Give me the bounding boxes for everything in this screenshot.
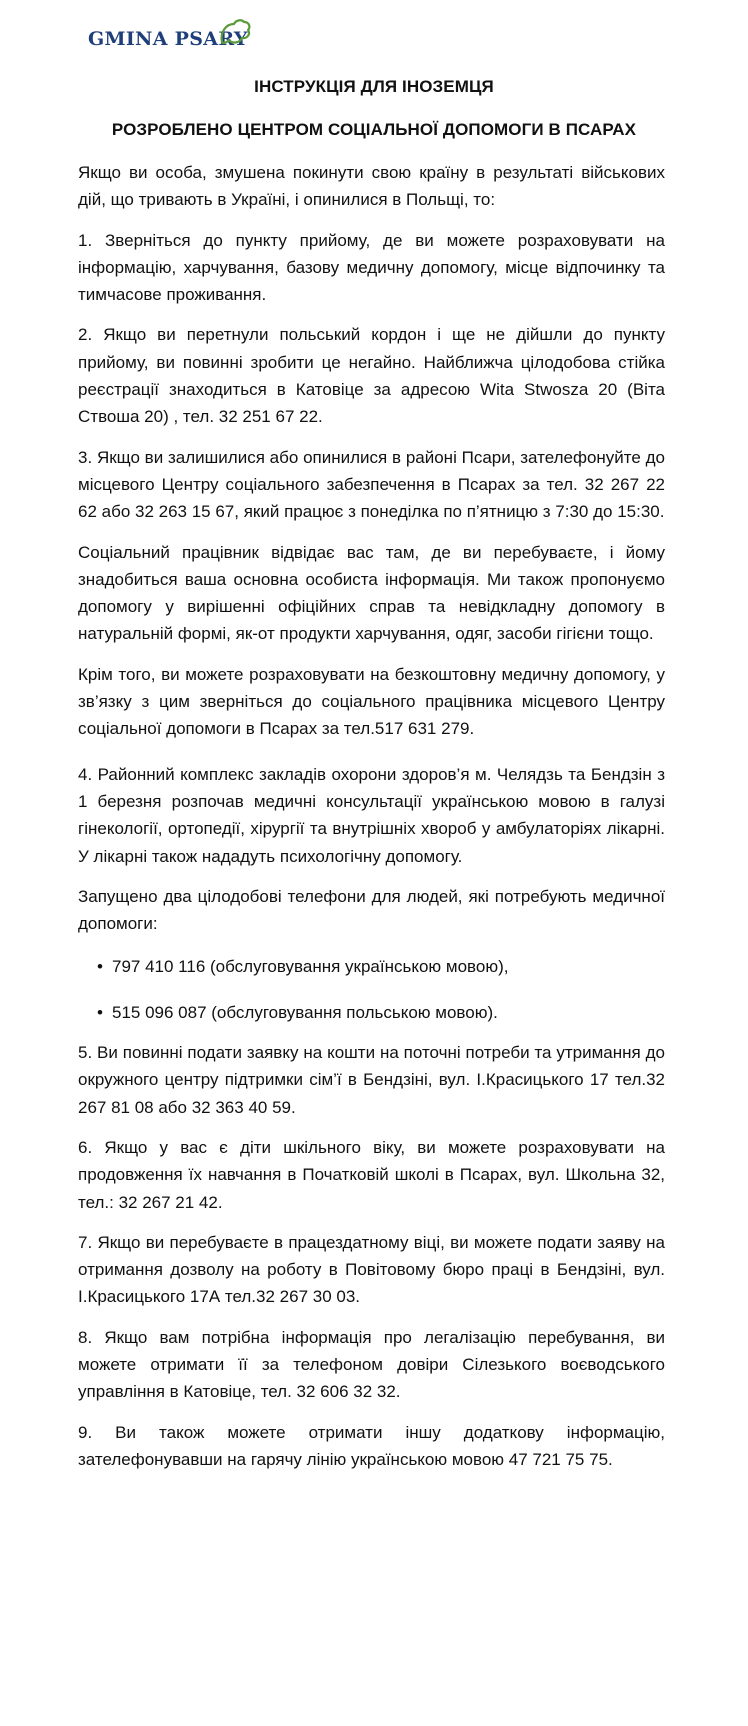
item-4-paragraph: 4. Районний комплекс закладів охорони здоров’я м. Челядзь та Бендзін з 1 березня розпочав медичні консультації українською мовою в галузі гінекології, ортопедії, хірургії та внутрішніх хвороб у амбулаторіях лікарні. У лікарні також нададуть психологічну допомогу. — [78, 764, 665, 866]
item-8-paragraph: 8. Якщо вам потрібна інформація про легалізацію перебування, ви можете отримати її за телефоном довіри Сілезького воєводського управління в Катовіце, тел. 32 606 32 32. — [78, 1327, 665, 1402]
hotline-ukrainian: 797 410 116 (обслуговування українською мовою), — [112, 957, 509, 977]
item-9-paragraph: 9. Ви також можете отримати іншу додаткову інформацію, зателефонувавши на гарячу лінію українською мовою 47 721 75 75. — [78, 1422, 665, 1469]
document-title: ІНСТРУКЦІЯ ДЛЯ ІНОЗЕМЦЯ — [254, 77, 494, 96]
intro-paragraph: Якщо ви особа, змушена покинути свою країну в результаті військових дій, що тривають в Україні, і опинилися в Польщі, то: — [78, 163, 665, 210]
item-7-paragraph: 7. Якщо ви перебуваєте в працездатному віці, ви можете подати заяву на отримання дозволу на роботу в Повітовому бюро праці в Бендзіні, вул. І.Красицького 17А тел.32 267 30 03. — [78, 1232, 665, 1307]
bullet-icon: • — [97, 957, 103, 977]
social-worker-paragraph: Соціальний працівник відвідає вас там, де ви перебуваєте, і йому знадобиться ваша основна особиста інформація. Ми також пропонуємо допомогу у вирішенні офіційних справ та невідкладну допомогу в натуральній формі, як-от продукти харчування, одяг, засоби гігієни тощо. — [78, 542, 665, 644]
hotlines-intro-paragraph: Запущено два цілодобові телефони для людей, які потребують медичної допомоги: — [78, 886, 665, 934]
medical-help-paragraph: Крім того, ви можете розраховувати на безкоштовну медичну допомогу, у зв’язку з цим зверніться до соціального працівника місцевого Центру соціальної допомоги в Псарах за тел.517 631 279. — [78, 664, 665, 739]
logo-text: GMINA PSARY — [88, 28, 248, 50]
document-subtitle: РОЗРОБЛЕНО ЦЕНТРОМ СОЦІАЛЬНОЇ ДОПОМОГИ В ПСАРАХ — [111, 120, 637, 139]
hotline-list — [78, 953, 665, 1026]
hotline-polish: 515 096 087 (обслуговування польською мовою). — [112, 1002, 498, 1022]
document-body — [78, 159, 665, 1473]
item-2-paragraph: 2. Якщо ви перетнули польський кордон і ще не дійшли до пункту прийому, ви повинні зробити це негайно. Найближча цілодобова стійка реєстрації знаходиться в Катовіце за адресою Wita Stwosza 20 (Віта Ствоша 20) , тел. 32 251 67 22. — [78, 325, 665, 427]
item-3-paragraph: 3. Якщо ви залишилися або опинилися в районі Псари, зателефонуйте до місцевого Центру соціального забезпечення в Псарах за тел. 32 267 22 62 або 32 263 15 67, який працює з понеділка по п’ятницю з 7:30 до 15:30. — [78, 447, 665, 522]
gmina-psary-logo — [88, 18, 248, 58]
list-item — [78, 999, 665, 1026]
item-5-paragraph: 5. Ви повинні подати заявку на кошти на поточні потреби та утримання до окружного центру підтримки сім’ї в Бендзіні, вул. І.Красицького 17 тел.32 267 81 08 або 32 363 40 59. — [78, 1043, 665, 1117]
bullet-icon: • — [97, 1002, 103, 1022]
leaf-icon — [216, 18, 252, 48]
item-1-paragraph: 1. Зверніться до пункту прийому, де ви можете розраховувати на інформацію, харчування, базову медичну допомогу, місце відпочинку та тимчасове проживання. — [78, 230, 665, 305]
list-item — [78, 953, 665, 980]
item-6-paragraph: 6. Якщо у вас є діти шкільного віку, ви можете розраховувати на продовження їх навчання в Початковій школі в Псарах, вул. Школьна 32, тел.: 32 267 21 42. — [78, 1137, 665, 1212]
